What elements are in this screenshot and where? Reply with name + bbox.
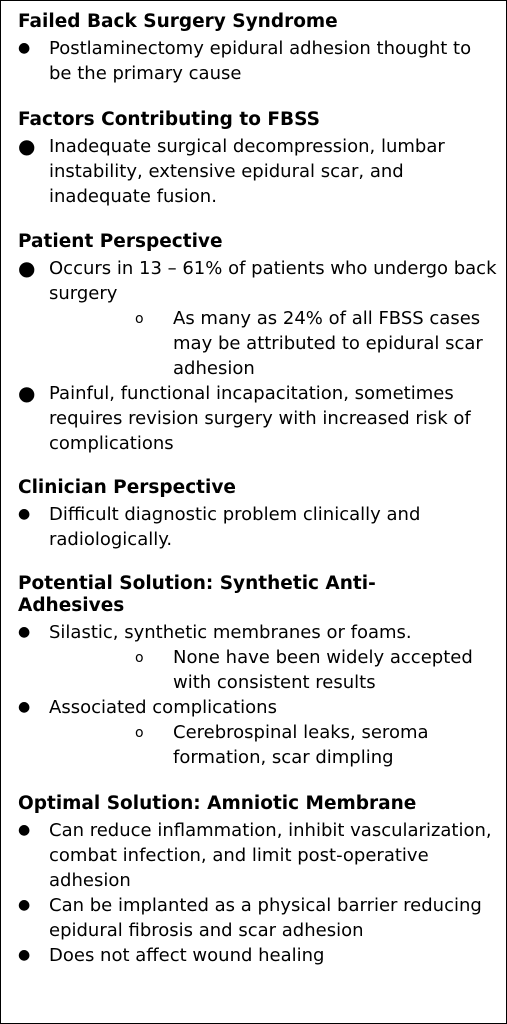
bullet-icon: ●	[18, 381, 36, 405]
list-item	[18, 620, 498, 645]
section-potential-solution	[18, 573, 498, 770]
list-item-text: Difficult diagnostic problem clinically and radiologically.	[49, 504, 421, 550]
list-item-text: Does not affect wound healing	[49, 945, 325, 966]
list-item	[18, 502, 498, 552]
bullet-icon: ●	[18, 256, 36, 280]
list-item	[18, 893, 498, 943]
sub-list-item-text: As many as 24% of all FBSS cases may be attributed to epidural scar adhesion	[173, 308, 483, 379]
sub-list-item	[18, 306, 498, 381]
bullet-icon: ●	[18, 506, 31, 522]
sub-list-item-text: None have been widely accepted with consistent results	[173, 647, 473, 693]
section-factors-fbss	[18, 109, 498, 209]
bullet-icon: ●	[18, 822, 31, 838]
list-item	[18, 381, 498, 456]
list-item	[18, 695, 498, 720]
list-item	[18, 943, 498, 968]
list-item	[18, 256, 498, 306]
section-patient-perspective	[18, 231, 498, 456]
list-item-text: Silastic, synthetic membranes or foams.	[49, 622, 412, 643]
section-heading: Optimal Solution: Amniotic Membrane	[18, 793, 417, 814]
sub-list-item	[18, 645, 498, 695]
sub-list-item-text: Cerebrospinal leaks, seroma formation, scar dimpling	[173, 722, 429, 768]
circle-bullet-icon: o	[135, 725, 144, 741]
section-heading: Factors Contributing to FBSS	[18, 109, 320, 130]
list-item-text: Postlaminectomy epidural adhesion thought to be the primary cause	[49, 38, 472, 84]
sub-list-item	[18, 720, 498, 770]
list-item-text: Occurs in 13 – 61% of patients who undergo back surgery	[49, 258, 497, 304]
list-item-text: Can reduce inflammation, inhibit vascularization, combat infection, and limit post-operative adhesion	[49, 820, 492, 891]
section-heading: Patient Perspective	[18, 231, 223, 252]
bullet-icon: ●	[18, 40, 31, 56]
bullet-icon: ●	[18, 947, 31, 963]
list-item-text: Associated complications	[49, 697, 277, 718]
section-optimal-solution	[18, 793, 498, 968]
section-failed-back-surgery	[18, 11, 498, 86]
list-item-text: Painful, functional incapacitation, sometimes requires revision surgery with increased risk of complications	[49, 383, 471, 454]
list-item-text: Inadequate surgical decompression, lumbar instability, extensive epidural scar, and inadequate fusion.	[49, 136, 445, 207]
bullet-icon: ●	[18, 624, 31, 640]
section-heading: Clinician Perspective	[18, 477, 236, 498]
list-item	[18, 818, 498, 893]
circle-bullet-icon: o	[135, 650, 144, 666]
bullet-icon: ●	[18, 134, 36, 158]
section-clinician-perspective	[18, 477, 498, 552]
list-item-text: Can be implanted as a physical barrier reducing epidural fibrosis and scar adhesion	[49, 895, 482, 941]
list-item	[18, 134, 498, 209]
section-heading: Failed Back Surgery Syndrome	[18, 11, 338, 32]
bullet-icon: ●	[18, 897, 31, 913]
list-item	[18, 36, 498, 86]
bullet-icon: ●	[18, 699, 31, 715]
section-heading: Potential Solution: Synthetic Anti-Adhesives	[18, 573, 376, 616]
circle-bullet-icon: o	[135, 311, 144, 327]
